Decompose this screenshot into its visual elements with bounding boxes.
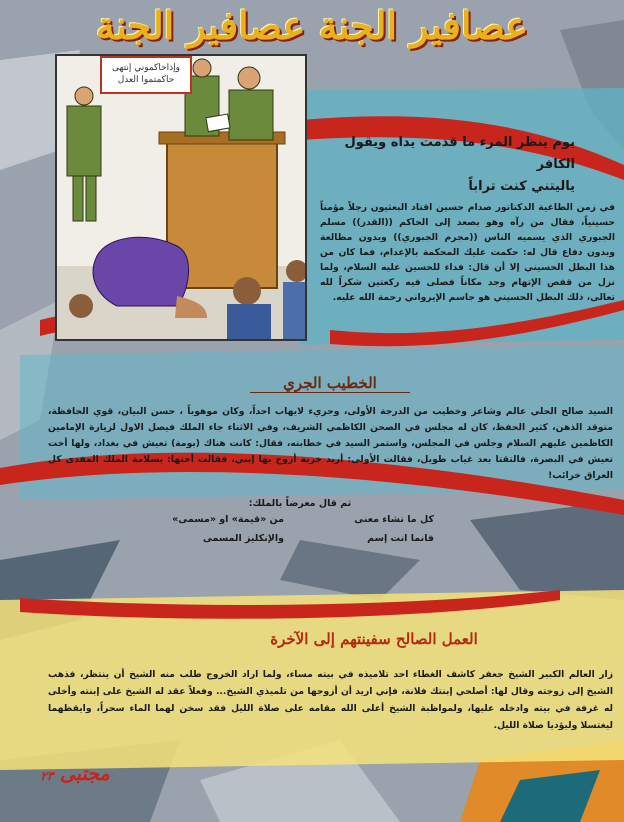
sign-line-1: وإذاحاكموني إنتهى [111, 63, 181, 73]
story-1-body: في زمن الطاغية الدكتاتور صدام حسين اقتاد البعثيون رجلاً مؤمناً حسينياً، فقال من رآه وهو يصعد إلى الحاكم ((القدر)) مسلم الجبوري الذي يسميه الناس ((مجرم الجبوري)) وبدون مطالعة وبدون دفاع قال له: حكمت عليك المحكمة بالإعدام، فما كان من هذا البطل الحسيني إلا أن قال: فداء للحسين عليه السلام، ولما نزل من قفص الإتهام وجد مكاناً فصلى فيه ركعتين شكراً لله تعالى، ذلك البطل الحسيني هو جاسم الإيرواني رحمة الله عليه. [320, 202, 615, 303]
courtroom-scene [57, 56, 307, 341]
story-2-heading: الخطيب الجري [250, 374, 410, 393]
sign-line-2: حاكمتموا العدل [117, 75, 175, 85]
quote-line-1: يوم ينظر المرء ما قدمت يداه ويقول الكافر [344, 135, 575, 172]
poem-verse-1-right: كل ما تشاء معنى [354, 514, 434, 525]
quran-quote [325, 132, 575, 198]
poem-intro: ثم قال معرضاً بالملك: [248, 498, 352, 509]
page-number: ٢٣ [40, 769, 54, 783]
poem-verse-1-left: من «قيمة» او «مسمى» [172, 514, 284, 525]
poem-verse-2-left: والإنكليز المسمى [202, 533, 284, 544]
magazine-name: مجتبى [59, 763, 110, 785]
courtroom-sign [100, 56, 192, 94]
quote-line-2: ياليتني كنت تراباً [468, 179, 575, 194]
soldier-left [67, 87, 101, 221]
courtroom-illustration [55, 54, 307, 341]
story-3-heading: العمل الصالح سفينتهم إلى الآخرة [270, 630, 478, 648]
page-title: عصافير الجنة عصافير الجنة [95, 3, 529, 48]
magazine-footer [30, 762, 120, 786]
poem-verse-2-right: فانما انت إسم [367, 533, 434, 544]
story-2-body: السيد صالح الحلي عالم وشاعر وخطيب من الدرجة الأولى، وجريء لايهاب احداً، وكان موهوباً ، حسن البيان، قوي الحافظة، متوقد الذهن، كثير الحفظ، كان له مجلس في الصحن الكاظمي الشريف، وفي الاثناء جاء الملك فيصل الاول لزيارة الإمامين الكاظمين عليهم السلام وجلس في المجلس، واستمر السيد في خطابته، فقال: كانت هناك (بومة) تعيش في بغداد، ولها أخت تعيش في البصرة، فالتقتا بعد غياب طويل، فقالت الأولى: أريد خربة أزوج بها إبني، فقالت أختها: بسلامة الملك المفدى كل العراق خرائب! [48, 406, 613, 481]
story-3-body: زار العالم الكبير الشيخ جعفر كاشف الغطاء احد تلاميذه في بيته مساء، ولما اراد الخروج طلب منه الشيخ أن ينتظر، فذهب الشيخ إلى زوجته وقال لها: أصلحي إبنتك فلانة، فإني اريد أن أزوجها من تلميذي الشيخ... وفعلاً عقد له الشيخ على إبنته وأخلى له غرفة في بيته وادخله عليها، ولمواظبة الشيخ أعلى الله مقامه على صلاة الليل فقد سخن لهما الماء سحراً، وايقظهما ليغتسلا وليؤديا صلاة الليل. [48, 669, 613, 731]
